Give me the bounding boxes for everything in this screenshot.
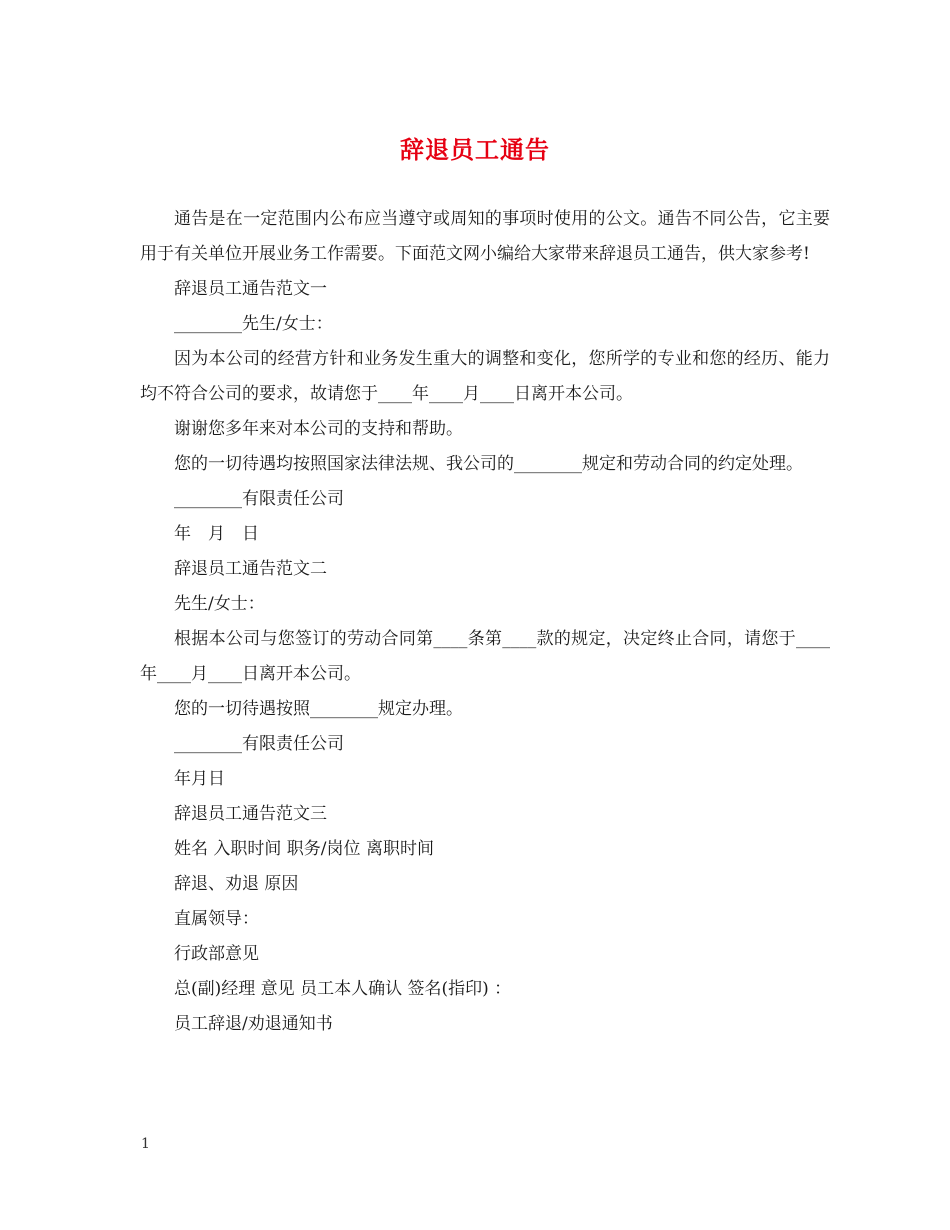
date-line: 年 月 日 — [174, 524, 259, 544]
document-body — [140, 202, 830, 1042]
form-row: 员工辞退/劝退通知书 — [174, 1014, 333, 1034]
sample-one-heading: 辞退员工通告范文一 — [174, 279, 327, 299]
treatment-paragraph: 您的一切待遇按照________规定办理。 — [174, 699, 463, 719]
form-row: 行政部意见 — [174, 944, 259, 964]
contract-paragraph: 根据本公司与您签订的劳动合同第____条第____款的规定，决定终止合同，请您于____年____月____日离开本公司。 — [140, 629, 830, 684]
form-row: 总(副)经理 意见 员工本人确认 签名(指印) ： — [174, 979, 512, 999]
salutation: 先生/女士： — [174, 594, 265, 614]
company-signature: ________有限责任公司 — [174, 489, 344, 509]
company-signature: ________有限责任公司 — [174, 734, 344, 754]
notice-paragraph: 因为本公司的经营方针和业务发生重大的调整和变化，您所学的专业和您的经历、能力均不符合公司的要求，故请您于____年____月____日离开本公司。 — [140, 349, 830, 404]
treatment-paragraph: 您的一切待遇均按照国家法律法规、我公司的________规定和劳动合同的约定处理。 — [174, 454, 803, 474]
document-title: 辞退员工通告 — [400, 135, 550, 164]
date-line: 年月日 — [174, 769, 225, 789]
form-row: 辞退、劝退 原因 — [174, 874, 299, 894]
salutation: ________先生/女士： — [174, 314, 333, 334]
sample-three-heading: 辞退员工通告范文三 — [174, 804, 327, 824]
form-row: 直属领导： — [174, 909, 259, 929]
sample-two-heading: 辞退员工通告范文二 — [174, 559, 327, 579]
page-number: 1 — [141, 1136, 150, 1152]
thanks-paragraph: 谢谢您多年来对本公司的支持和帮助。 — [174, 419, 463, 439]
form-row: 姓名 入职时间 职务/岗位 离职时间 — [174, 839, 434, 859]
intro-paragraph: 通告是在一定范围内公布应当遵守或周知的事项时使用的公文。通告不同公告，它主要用于有关单位开展业务工作需要。下面范文网小编给大家带来辞退员工通告，供大家参考! — [140, 209, 830, 264]
